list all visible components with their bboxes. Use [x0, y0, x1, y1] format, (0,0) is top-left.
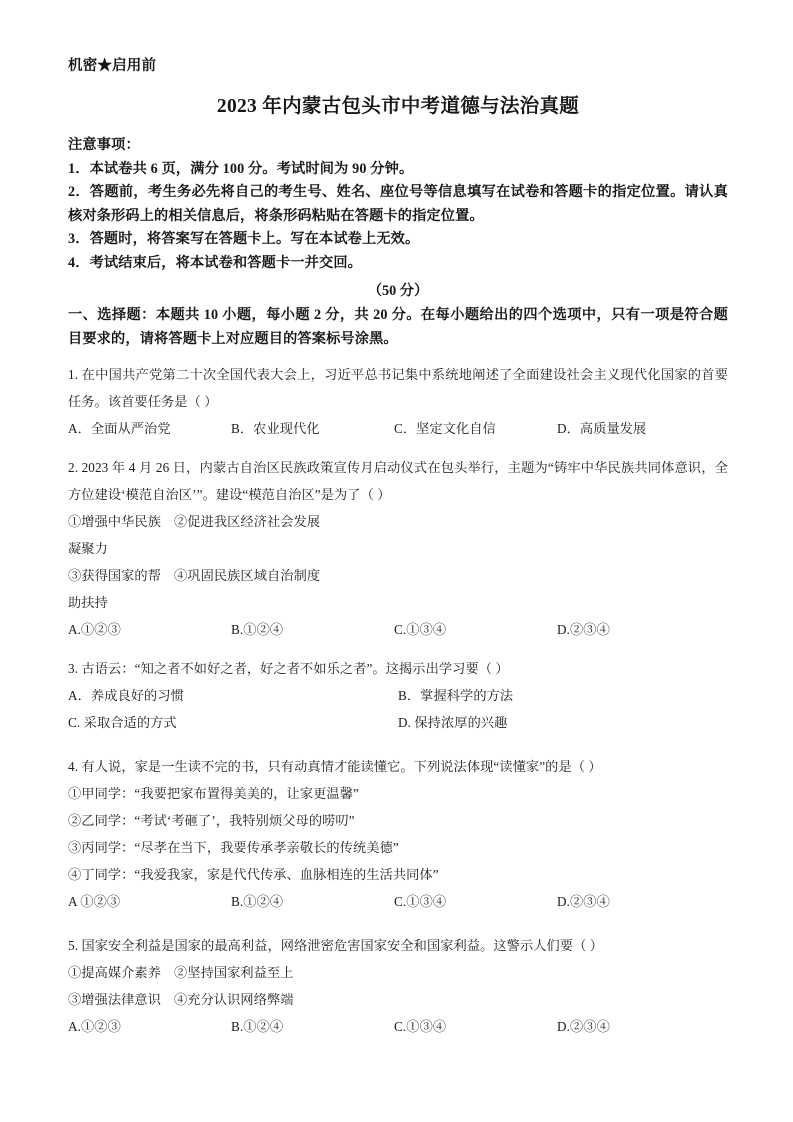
- section-intro: 一、选择题：本题共 10 小题，每小题 2 分，共 20 分。在每小题给出的四个选项中，只有一项是符合题目要求的，请将答题卡上对应题目的答案标号涂黑。: [68, 307, 728, 347]
- question-options: [68, 709, 728, 736]
- option-a[interactable]: A ①②③: [68, 894, 121, 909]
- spacer: [68, 446, 728, 454]
- question-stem: 2. 2023 年 4 月 26 日，内蒙古自治区民族政策宣传月启动仪式在包头举行，主题为“铸牢中华民族共同体意识，全方位建设‘模范自治区’”。建设“模范自治区”是为了（ ）: [68, 460, 728, 502]
- option-a[interactable]: A.①②③: [68, 1019, 121, 1034]
- notice-item-1: 1．本试卷共 6 页，满分 100 分。考试时间为 90 分钟。: [68, 160, 414, 177]
- statement-1: ①甲同学：“我要把家布置得美美的，让家更温馨”: [68, 786, 359, 801]
- option-b[interactable]: B．农业现代化: [231, 421, 320, 436]
- statement-2: ②促进我区经济社会发展: [174, 514, 321, 529]
- statement-2: ②乙同学：“考试‘考砸了’，我特别烦父母的唠叨”: [68, 813, 355, 828]
- option-d[interactable]: D. 保持浓厚的兴趣: [398, 715, 508, 730]
- question-stem: 1. 在中国共产党第二十次全国代表大会上，习近平总书记集中系统地阐述了全面建设社会主义现代化国家的首要任务。该首要任务是（ ）: [68, 367, 728, 409]
- option-a[interactable]: A．全面从严治党: [68, 421, 171, 436]
- notice-item-3: 3．答题时，将答案写在答题卡上。写在本试卷上无效。: [68, 231, 420, 247]
- option-a[interactable]: A.①②③: [68, 622, 121, 637]
- statement-3: ③获得国家的帮助扶持: [68, 568, 162, 610]
- question-statement-row: [68, 959, 728, 986]
- question-statement-row: [68, 562, 728, 616]
- option-c[interactable]: C．坚定文化自信: [394, 421, 496, 436]
- confidential-notice: 机密★启用前: [68, 58, 157, 74]
- question-4: [68, 753, 728, 915]
- question-2: [68, 454, 728, 643]
- option-c[interactable]: C.①③④: [394, 622, 447, 637]
- option-d[interactable]: D.②③④: [557, 622, 610, 637]
- option-d[interactable]: D．高质量发展: [557, 421, 647, 436]
- notice-item-2: 2．答题前，考生务必先将自己的考生号、姓名、座位号等信息填写在试卷和答题卡的指定位置。请认真核对条形码上的相关信息后，将条形码粘贴在答题卡的指定位置。: [68, 184, 728, 224]
- option-b[interactable]: B.①②④: [231, 894, 284, 909]
- question-stem: 5. 国家安全利益是国家的最高利益，网络泄密危害国家安全和国家利益。这警示人们要（ ）: [68, 938, 604, 953]
- option-b[interactable]: B.①②④: [231, 622, 284, 637]
- statement-4: ④丁同学：“我爱我家，家是代代传承、血脉相连的生活共同体”: [68, 867, 439, 882]
- statement-3: ③增强法律意识: [68, 992, 162, 1007]
- notice-item-4: 4．考试结束后，将本试卷和答题卡一并交回。: [68, 254, 362, 271]
- page-title: 2023 年内蒙古包头市中考道德与法治真题: [216, 96, 580, 117]
- question-options: [68, 616, 728, 643]
- spacer: [68, 647, 728, 655]
- question-statement-row: [68, 508, 728, 562]
- option-d[interactable]: D.②③④: [557, 1019, 610, 1034]
- question-stem: 4. 有人说，家是一生读不完的书，只有动真情才能读懂它。下列说法体现“读懂家”的是（ ）: [68, 759, 602, 774]
- question-5: [68, 932, 728, 1040]
- question-stem: 3. 古语云：“知之者不如好之者，好之者不如乐之者”。这揭示出学习要（ ）: [68, 661, 509, 676]
- statement-2: ②坚持国家利益至上: [174, 965, 294, 980]
- question-statement-row: [68, 986, 728, 1013]
- option-c[interactable]: C.①③④: [394, 894, 447, 909]
- spacer: [68, 740, 728, 753]
- page-content: [68, 56, 728, 1044]
- section-score: （50 分）: [367, 283, 429, 299]
- question-options: [68, 1013, 728, 1040]
- statement-3: ③丙同学：“尽孝在当下，我要传承孝亲敬长的传统美德”: [68, 840, 399, 855]
- option-a[interactable]: A．养成良好的习惯: [68, 688, 184, 703]
- question-options: [68, 888, 728, 915]
- option-b[interactable]: B.①②④: [231, 1019, 284, 1034]
- statement-1: ①增强中华民族凝聚力: [68, 514, 162, 556]
- statement-4: ④巩固民族区域自治制度: [174, 568, 321, 583]
- statement-1: ①提高媒介素养: [68, 965, 162, 980]
- question-1: [68, 361, 728, 442]
- statement-4: ④充分认识网络弊端: [174, 992, 294, 1007]
- notice-heading: 注意事项：: [68, 137, 140, 153]
- spacer: [68, 919, 728, 932]
- option-c[interactable]: C.①③④: [394, 1019, 447, 1034]
- option-b[interactable]: B．掌握科学的方法: [398, 688, 514, 703]
- option-d[interactable]: D.②③④: [557, 894, 610, 909]
- question-options: [68, 682, 728, 709]
- question-3: [68, 655, 728, 736]
- option-c[interactable]: C. 采取合适的方式: [68, 715, 177, 730]
- question-options: [68, 415, 728, 442]
